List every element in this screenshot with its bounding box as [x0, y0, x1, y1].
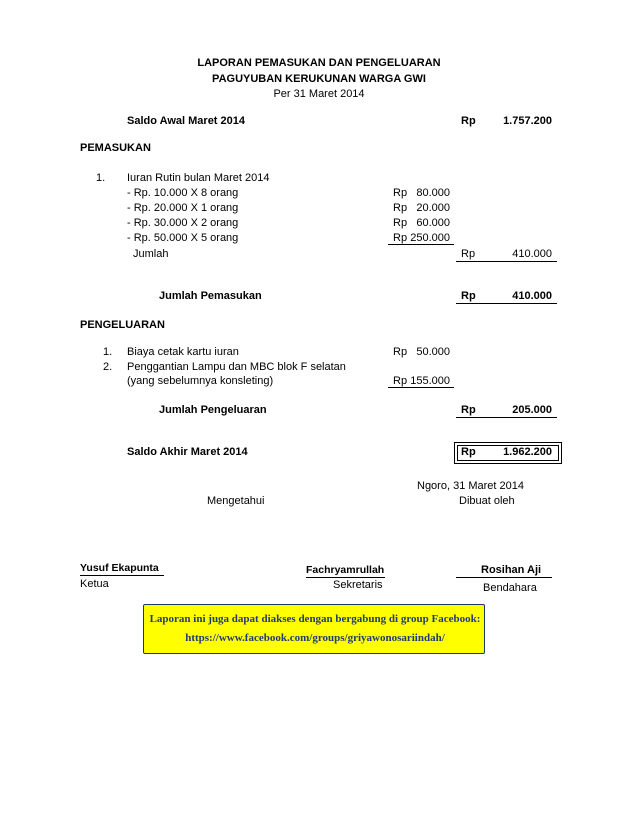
pemasukan-item-no: 1.	[96, 172, 106, 184]
pengeluaran-item-currency: Rp	[393, 375, 408, 387]
saldo-awal-label: Saldo Awal Maret 2014	[127, 115, 245, 127]
ketua-signature-line	[80, 575, 164, 576]
pengeluaran-rule	[388, 387, 454, 388]
pemasukan-line-currency: Rp	[393, 232, 408, 244]
pengeluaran-item-label-cont: (yang sebelumnya konsleting)	[127, 375, 274, 387]
mengetahui: Mengetahui	[207, 495, 265, 507]
saldo-awal-amount: 1.757.200	[503, 115, 552, 127]
total-pengeluaran-label: Jumlah Pengeluaran	[159, 404, 267, 416]
jumlah-currency: Rp	[461, 248, 476, 260]
jumlah-rule	[456, 261, 557, 262]
pemasukan-item-label: Iuran Rutin bulan Maret 2014	[127, 172, 270, 184]
total-pemasukan-rule	[456, 303, 557, 304]
dibuat-oleh: Dibuat oleh	[459, 495, 515, 507]
pemasukan-line-amount: 60.000	[416, 217, 450, 229]
pemasukan-line-currency: Rp	[393, 217, 408, 229]
pengeluaran-item-label: Penggantian Lampu dan MBC blok F selatan	[127, 361, 346, 373]
total-pengeluaran-rule	[456, 417, 557, 418]
saldo-awal-currency: Rp	[461, 115, 476, 127]
pengeluaran-item-label: Biaya cetak kartu iuran	[127, 346, 239, 358]
pemasukan-line-amount: 80.000	[416, 187, 450, 199]
pengeluaran-item-no: 2.	[103, 361, 113, 373]
saldo-akhir-currency: Rp	[461, 446, 476, 458]
pemasukan-title: PEMASUKAN	[80, 142, 151, 154]
pemasukan-line-label: - Rp. 30.000 X 2 orang	[127, 217, 239, 229]
pemasukan-line-label: - Rp. 50.000 X 5 orang	[127, 232, 239, 244]
ketua-name: Yusuf Ekapunta	[80, 562, 159, 574]
total-pemasukan-currency: Rp	[461, 290, 476, 302]
saldo-akhir-label: Saldo Akhir Maret 2014	[127, 446, 248, 458]
jumlah-amount: 410.000	[512, 248, 552, 260]
sekretaris-name: Fachryamrullah	[306, 564, 385, 576]
report-subtitle: PAGUYUBAN KERUKUNAN WARGA GWI	[212, 73, 426, 85]
pemasukan-line-currency: Rp	[393, 187, 408, 199]
bendahara-name: Rosihan Aji	[481, 564, 542, 576]
saldo-akhir-amount: 1.962.200	[503, 446, 552, 458]
subtotal-rule	[388, 244, 454, 245]
pemasukan-line-label: - Rp. 10.000 X 8 orang	[127, 187, 239, 199]
total-pemasukan-label: Jumlah Pemasukan	[159, 290, 262, 302]
sekretaris-role: Sekretaris	[333, 579, 383, 591]
jumlah-label: Jumlah	[133, 248, 169, 260]
pemasukan-line-amount: 250.000	[410, 232, 450, 244]
report-date: Per 31 Maret 2014	[273, 88, 365, 100]
pemasukan-line-label: - Rp. 20.000 X 1 orang	[127, 202, 239, 214]
total-pemasukan-amount: 410.000	[512, 290, 552, 302]
pengeluaran-title: PENGELUARAN	[80, 319, 165, 331]
pengeluaran-item-currency: Rp	[393, 346, 408, 358]
pengeluaran-item-no: 1.	[103, 346, 113, 358]
pemasukan-line-amount: 20.000	[416, 202, 450, 214]
total-pengeluaran-amount: 205.000	[512, 404, 552, 416]
facebook-group-link[interactable]: https://www.facebook.com/groups/griyawonosariindah/	[185, 632, 445, 644]
total-pengeluaran-currency: Rp	[461, 404, 476, 416]
bendahara-signature-line	[456, 577, 552, 578]
pemasukan-line-currency: Rp	[393, 202, 408, 214]
bendahara-role: Bendahara	[483, 582, 537, 594]
report-title: LAPORAN PEMASUKAN DAN PENGELUARAN	[197, 57, 441, 69]
pengeluaran-item-amount: 155.000	[410, 375, 450, 387]
banner-line-1: Laporan ini juga dapat diakses dengan bergabung di group Facebook:	[149, 613, 481, 625]
ketua-role: Ketua	[80, 578, 109, 590]
place-date: Ngoro, 31 Maret 2014	[417, 480, 525, 492]
pengeluaran-item-amount: 50.000	[416, 346, 450, 358]
facebook-group-banner	[143, 604, 485, 654]
